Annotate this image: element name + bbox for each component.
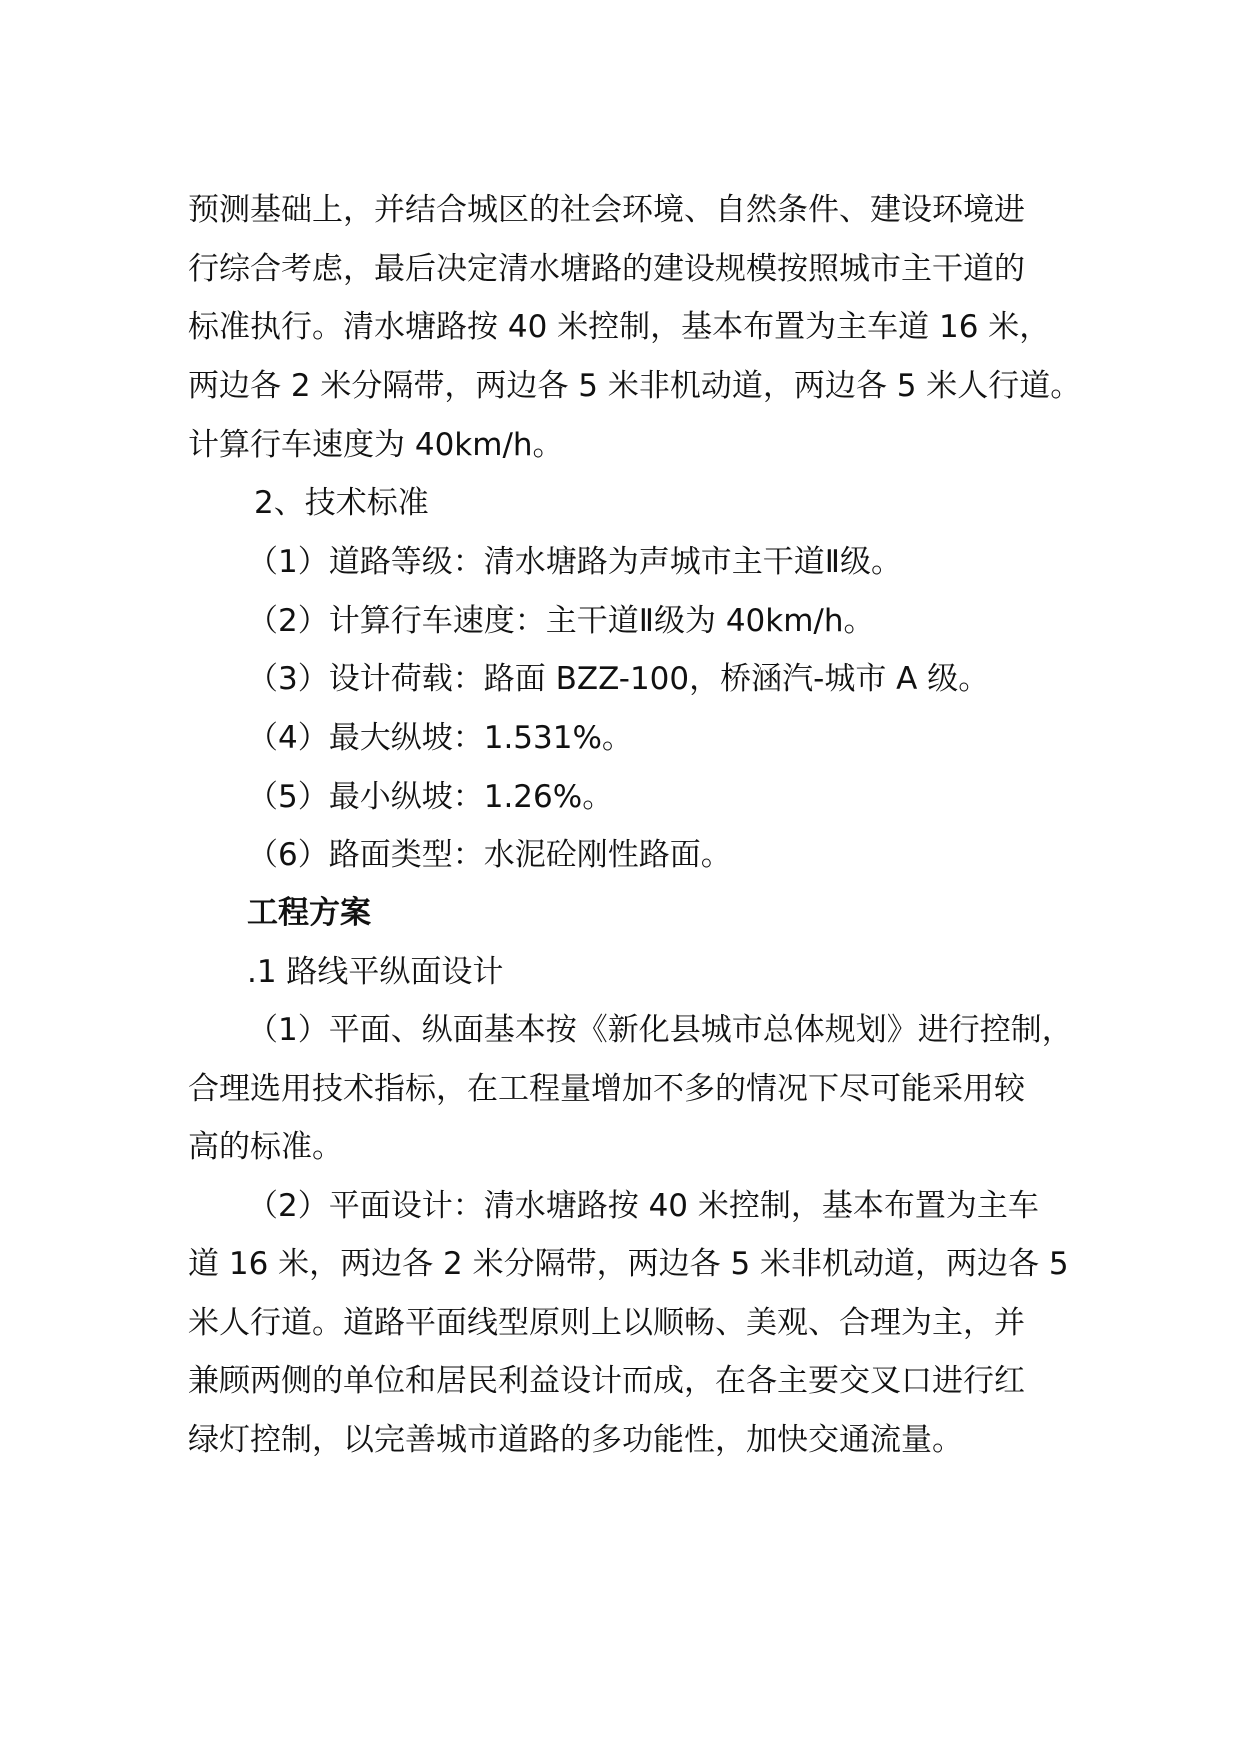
standard-item: （5）最小纵坡：1.26%。 [247, 779, 614, 815]
section-title: 2、技术标准 [254, 485, 429, 521]
paragraph-line: （1）平面、纵面基本按《新化县城市总体规划》进行控制， [247, 1012, 1073, 1048]
subsection-title: .1 路线平纵面设计 [247, 954, 504, 990]
paragraph-line: 道 16 米，两边各 2 米分隔带，两边各 5 米非机动道，两边各 5 [188, 1246, 1069, 1282]
paragraph-line: 绿灯控制，以完善城市道路的多功能性，加快交通流量。 [188, 1422, 963, 1458]
paragraph-line: 计算行车速度为 40km/h。 [188, 427, 564, 463]
paragraph-line: （2）平面设计：清水塘路按 40 米控制，基本布置为主车 [247, 1188, 1039, 1224]
paragraph-line: 米人行道。道路平面线型原则上以顺畅、美观、合理为主，并 [188, 1305, 1025, 1341]
section-heading: 工程方案 [247, 895, 371, 931]
standard-item: （4）最大纵坡：1.531%。 [247, 720, 633, 756]
paragraph-line: 高的标准。 [188, 1129, 343, 1165]
paragraph-line: 两边各 2 米分隔带，两边各 5 米非机动道，两边各 5 米人行道。 [188, 368, 1082, 404]
paragraph-line: 行综合考虑，最后决定清水塘路的建设规模按照城市主干道的 [188, 251, 1025, 287]
paragraph-line: 标准执行。清水塘路按 40 米控制，基本布置为主车道 16 米， [188, 309, 1051, 345]
standard-item: （1）道路等级：清水塘路为声城市主干道Ⅱ级。 [247, 544, 902, 580]
standard-item: （2）计算行车速度：主干道Ⅱ级为 40km/h。 [247, 603, 875, 639]
paragraph-line: 预测基础上，并结合城区的社会环境、自然条件、建设环境进 [188, 192, 1025, 228]
paragraph-line: 合理选用技术指标，在工程量增加不多的情况下尽可能采用较 [188, 1071, 1025, 1107]
standard-item: （6）路面类型：水泥砼刚性路面。 [247, 837, 732, 873]
paragraph-line: 兼顾两侧的单位和居民利益设计而成，在各主要交叉口进行红 [188, 1363, 1025, 1399]
standard-item: （3）设计荷载：路面 BZZ-100，桥涵汽-城市 A 级。 [247, 661, 990, 697]
